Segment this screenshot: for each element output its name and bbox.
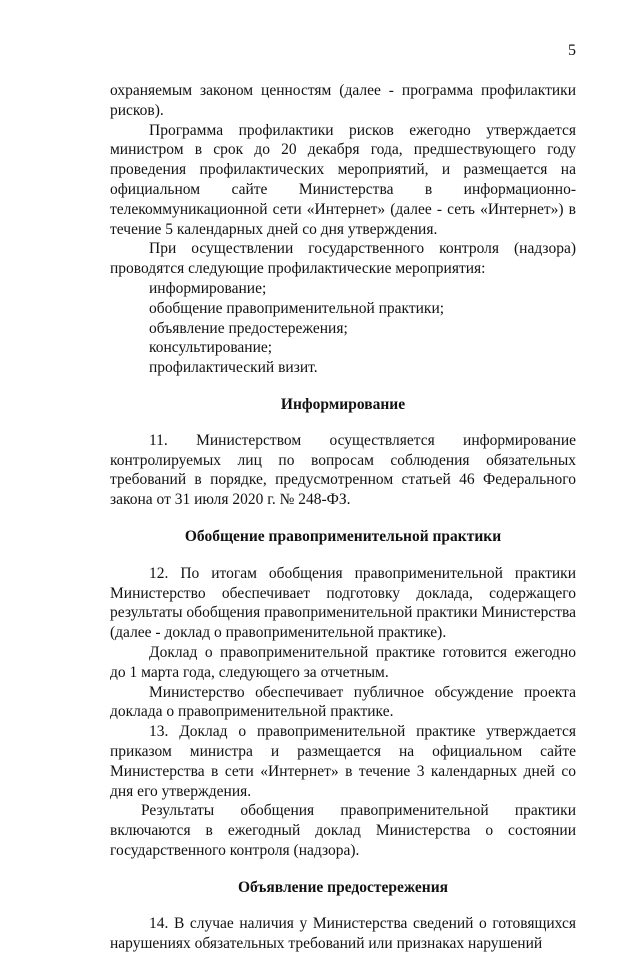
measure-item: профилактический визит. (149, 359, 318, 377)
section-heading-informing: Информирование (280, 395, 406, 413)
paragraph-11: 11. Министерством осуществляется информирование контролируемых лиц по вопросам соблюдения обязательных требований в порядке, предусмотренном статьей 46 Федерального закона от 31 июля 2020 г. № 248-ФЗ. (110, 431, 576, 509)
measure-item: объявление предостережения; (149, 319, 348, 337)
section-heading-warning: Объявление предостережения (237, 878, 449, 896)
paragraph-14: 14. В случае наличия у Министерства сведений о готовящихся нарушениях обязательных требований или признаках нарушений (110, 915, 576, 953)
measure-item: консультирование; (149, 339, 273, 357)
measure-item: информирование; (149, 279, 267, 297)
paragraph-13: 13. Доклад о правоприменительной практике утверждается приказом министра и размещается на официальном сайте Министерства в сети «Интернет» в течение 3 календарных дней со дня его утверждения. (110, 723, 576, 800)
section-heading-practice: Обобщение правоприменительной практики (184, 527, 502, 545)
paragraph-results-included: Результаты обобщения правоприменительной практики включаются в ежегодный доклад Министерства о состоянии государственного контроля (надзора). (110, 802, 576, 859)
measure-item: обобщение правоприменительной практики; (149, 299, 445, 317)
paragraph-program-approval: Программа профилактики рисков ежегодно утверждается министром в срок до 20 декабря года, предшествующего году проведения профилактических мероприятий, и размещается на официальном сайте Министерства в информационно-телекоммуникационной сети «Интернет» (далее - сеть «Интернет») в течение 5 календарных дней со дня утверждения. (110, 121, 576, 238)
paragraph-12: 12. По итогам обобщения правоприменительной практики Министерство обеспечивает подготовку доклада, содержащего результаты обобщения правоприменительной практики Министерства (далее - доклад о правоприменительной практике). (110, 564, 576, 642)
paragraph-continuation: охраняемым законом ценностям (далее - программа профилактики рисков). (110, 82, 576, 119)
page-number: 5 (568, 42, 576, 59)
measures-list (110, 279, 576, 378)
paragraph-report-deadline: Доклад о правоприменительной практике готовится ежегодно до 1 марта года, следующего за отчетным. (110, 643, 576, 681)
paragraph-public-discussion: Министерство обеспечивает публичное обсуждение проекта доклада о правоприменительной практике. (110, 683, 576, 721)
paragraph-measures-intro: При осуществлении государственного контроля (надзора) проводятся следующие профилактические мероприятия: (110, 240, 576, 278)
document-body (110, 81, 576, 954)
